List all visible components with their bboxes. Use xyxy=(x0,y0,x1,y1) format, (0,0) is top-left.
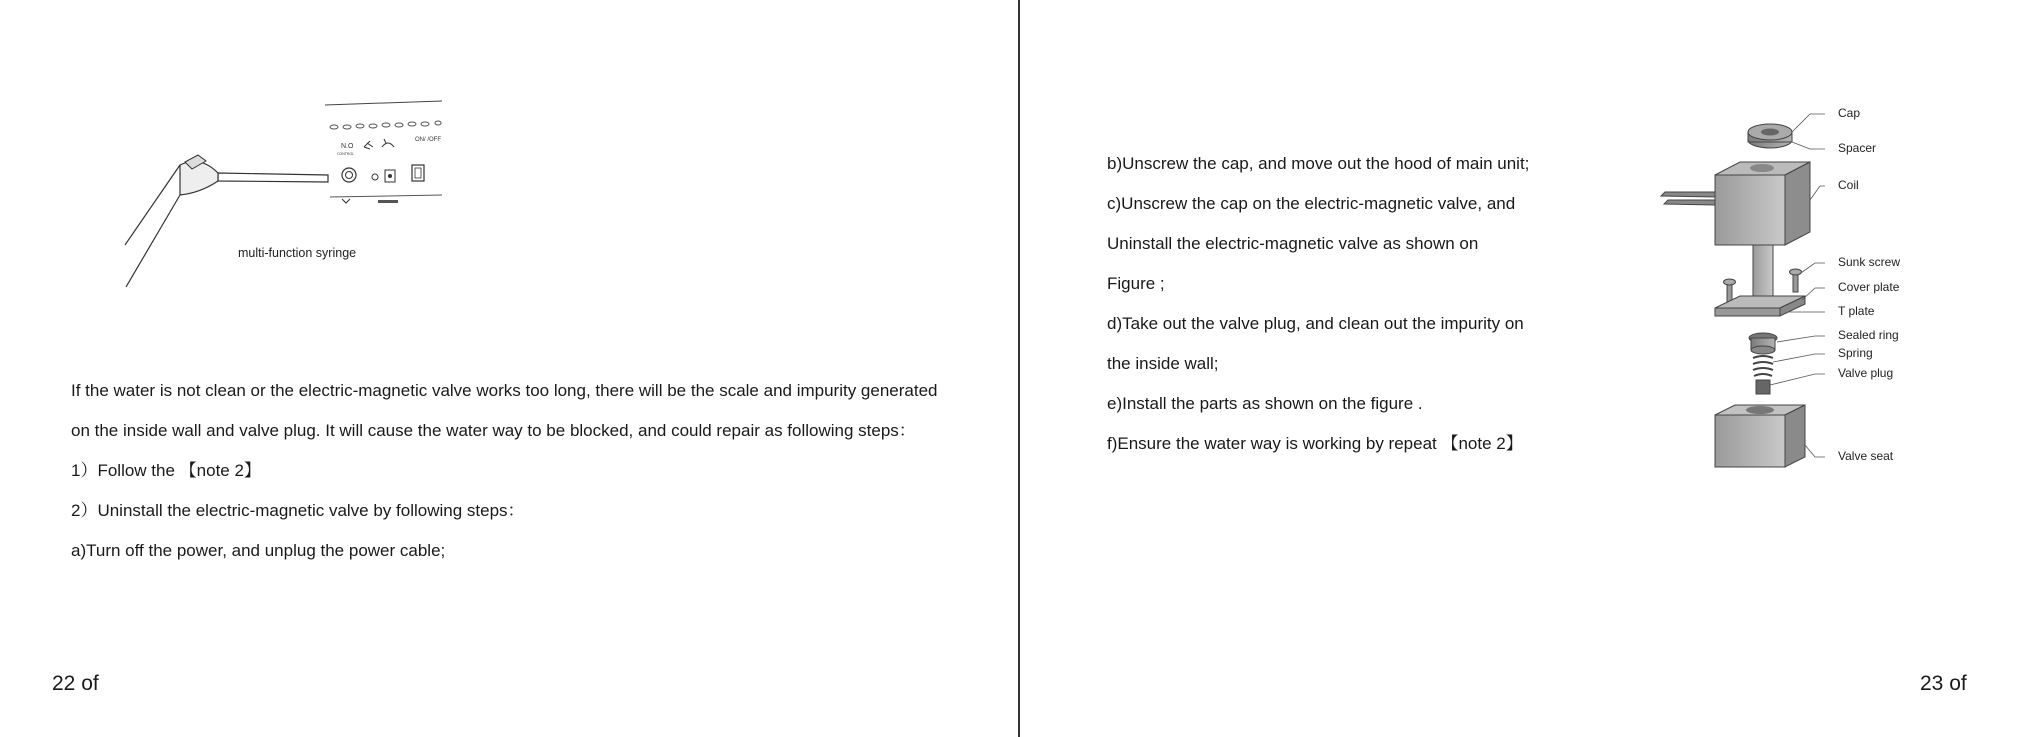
label-coil: Coil xyxy=(1838,178,1859,192)
label-valve-seat: Valve seat xyxy=(1838,449,1894,463)
panel-no-label: N.O xyxy=(341,143,354,150)
label-sealed-ring: Sealed ring xyxy=(1838,328,1899,342)
body-text xyxy=(71,371,938,571)
text-line: c)Unscrew the cap on the electric-magnetic valve, and xyxy=(1107,194,1516,213)
valve-exploded-diagram xyxy=(1620,100,1860,480)
text-line: Figure ; xyxy=(1107,274,1165,293)
right-page xyxy=(1020,0,2041,737)
text-line: 1）Follow the 【note 2】 xyxy=(71,461,261,480)
left-page xyxy=(0,0,1018,737)
label-cap: Cap xyxy=(1838,106,1861,120)
text-line: If the water is not clean or the electric-magnetic valve works too long, there will be the scale and impurity generated xyxy=(71,381,938,400)
text-line: the inside wall; xyxy=(1107,354,1219,373)
text-line: a)Turn off the power, and unplug the power cable; xyxy=(71,541,446,560)
text-line: f)Ensure the water way is working by repeat 【note 2】 xyxy=(1107,434,1523,453)
label-cover-plate: Cover plate xyxy=(1838,280,1900,294)
panel-onoff-label: ON/ /OFF xyxy=(415,137,441,143)
text-line: e)Install the parts as shown on the figure . xyxy=(1107,394,1423,413)
page-number: 22 of xyxy=(52,672,99,695)
label-spacer: Spacer xyxy=(1838,141,1877,155)
body-text xyxy=(1107,144,1529,464)
page-number: 23 of xyxy=(1920,672,1967,695)
syringe-illustration xyxy=(120,95,450,295)
text-line: on the inside wall and valve plug. It will cause the water way to be blocked, and could repair as following steps： xyxy=(71,421,916,440)
text-line: d)Take out the valve plug, and clean out the impurity on xyxy=(1107,314,1524,333)
label-valve-plug: Valve plug xyxy=(1838,366,1894,380)
label-t-plate: T plate xyxy=(1838,304,1875,318)
label-spring: Spring xyxy=(1838,346,1873,360)
panel-no-sublabel: CONTROL xyxy=(337,152,355,156)
text-line: 2）Uninstall the electric-magnetic valve by following steps： xyxy=(71,501,525,520)
text-line: b)Unscrew the cap, and move out the hood of main unit; xyxy=(1107,154,1530,173)
label-sunk-screw: Sunk screw xyxy=(1838,255,1901,269)
text-line: Uninstall the electric-magnetic valve as shown on xyxy=(1107,234,1479,253)
figure-caption: multi-function syringe xyxy=(238,246,357,260)
